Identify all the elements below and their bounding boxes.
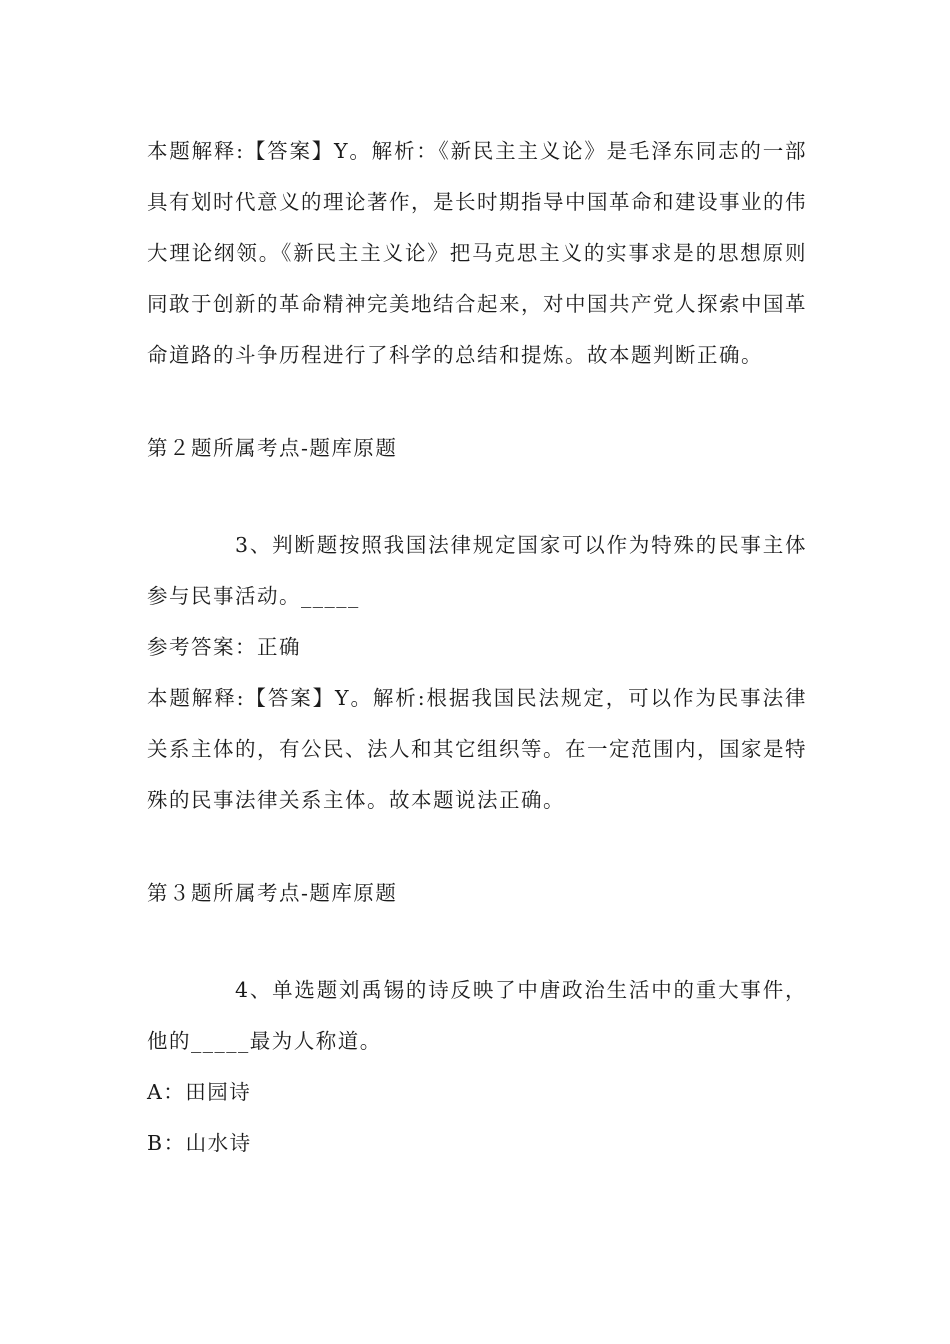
question-3: 3、判断题按照我国法律规定国家可以作为特殊的民事主体参与民事活动。_____ <box>147 533 807 608</box>
answer-q3: 参考答案：正确 <box>147 635 301 659</box>
explanation-q3: 本题解释:【答案】Y。解析:根据我国民法规定，可以作为民事法律关系主体的，有公民、法人和其它组织等。在一定范围内，国家是特殊的民事法律关系主体。故本题说法正确。 <box>147 686 807 812</box>
source-label-q3: 第３题所属考点-题库原题 <box>147 881 398 905</box>
explanation-q2: 本题解释:【答案】Y。解析：《新民主主义论》是毛泽东同志的一部具有划时代意义的理论著作，是长时期指导中国革命和建设事业的伟大理论纲领。《新民主主义论》把马克思主义的实事求是的思想原则同敢于创新的革命精神完美地结合起来，对中国共产党人探索中国革命道路的斗争历程进行了科学的总结和提炼。故本题判断正确。 <box>147 139 807 367</box>
source-label-q2: 第２题所属考点-题库原题 <box>147 436 398 460</box>
question-4: 4、单选题刘禹锡的诗反映了中唐政治生活中的重大事件，他的_____最为人称道。 <box>147 978 807 1053</box>
option-b: B：山水诗 <box>147 1131 252 1155</box>
document-body <box>147 126 807 1169</box>
option-a: A：田园诗 <box>147 1080 252 1104</box>
